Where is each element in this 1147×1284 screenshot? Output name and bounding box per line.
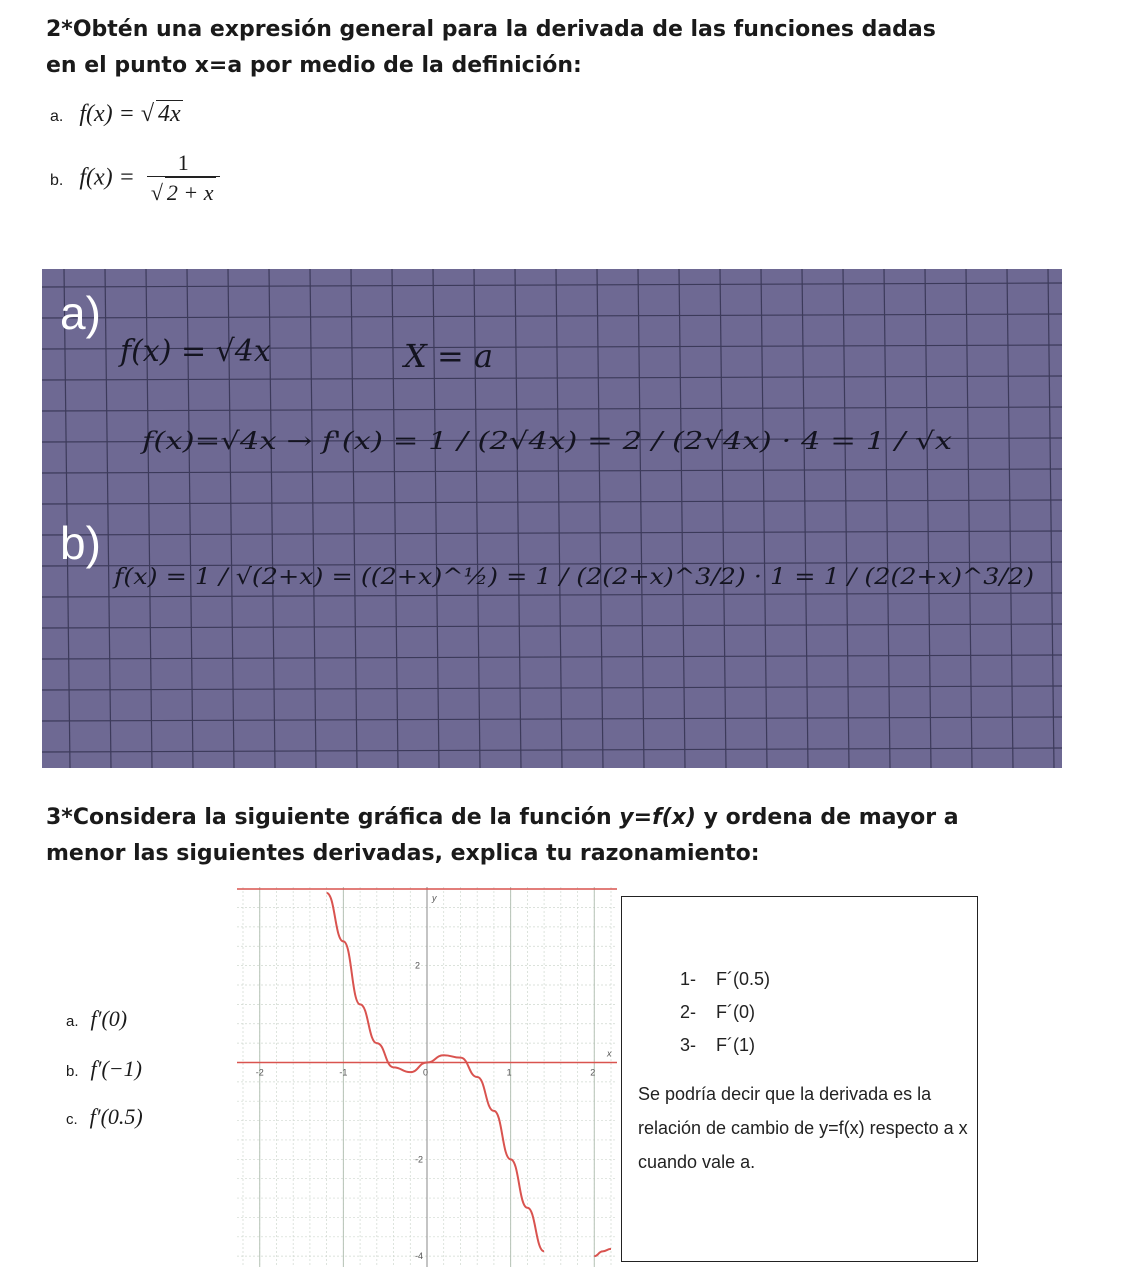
q3-item-b <box>66 1056 142 1082</box>
x-tick-label: -1 <box>339 1067 348 1078</box>
hw-line-2: f(x)=√4x → f'(x) = 1 / (2√4x) = 2 / (2√4x) · 4 = 1 / √x <box>139 427 953 455</box>
x-tick-label: 1 <box>506 1067 512 1078</box>
q2-item-a-radicand: 4x <box>158 101 181 127</box>
question-3-line-1b: y ordena de mayor a <box>695 805 959 830</box>
question-3-title <box>46 800 1106 872</box>
order-number: 3- <box>680 1035 697 1055</box>
question-3-line-2: menor las siguientes derivadas, explica tu razonamiento: <box>46 841 760 866</box>
q3-item-a <box>66 1006 127 1032</box>
q2-item-b <box>50 150 220 208</box>
x-tick-label: 0 <box>423 1067 429 1078</box>
x-tick-label: -2 <box>255 1067 264 1078</box>
q3-item-a-expr: f′(0) <box>90 1006 128 1031</box>
order-number: 2- <box>680 1002 697 1022</box>
order-text: F´(0.5) <box>716 969 770 989</box>
answer-box <box>621 896 978 1262</box>
q2-item-a-label: a. <box>50 108 64 125</box>
y-tick-label: 2 <box>415 960 421 971</box>
hw-line-1: f(x) = √4x <box>120 334 271 369</box>
order-item <box>680 1029 770 1062</box>
order-item <box>680 963 770 996</box>
hw-label-b: b) <box>60 517 101 569</box>
y-axis-label: y <box>432 893 437 903</box>
q2-item-b-lhs: f(x) = <box>79 164 135 191</box>
q3-item-c <box>66 1104 143 1130</box>
q2-item-b-radicand: 2 + x <box>166 180 214 205</box>
q2-item-b-numerator: 1 <box>177 150 189 175</box>
question-2-line-2: en el punto x=a por medio de la definición: <box>46 53 582 78</box>
order-text: F´(0) <box>716 1002 755 1022</box>
answer-reasoning: Se podría decir que la derivada es la relación de cambio de y=f(x) respecto a x cuando vale a. <box>638 1084 968 1172</box>
function-graph <box>237 887 617 1267</box>
sqrt-symbol: √ <box>140 101 155 127</box>
q2-item-b-label: b. <box>50 171 64 189</box>
sqrt-symbol: √ <box>150 180 163 205</box>
q3-item-c-label: c. <box>66 1111 78 1128</box>
q2-item-a <box>50 100 183 128</box>
q2-item-b-fraction <box>147 150 220 208</box>
y-tick-label: -4 <box>415 1251 424 1262</box>
question-3-line-1a: 3*Considera la siguiente gráfica de la función <box>46 805 620 830</box>
x-tick-label: 2 <box>590 1067 596 1078</box>
x-axis-label: x <box>607 1048 612 1059</box>
hw-line-1-right: X = a <box>404 337 494 375</box>
order-text: F´(1) <box>716 1035 755 1055</box>
q3-item-b-label: b. <box>66 1063 79 1080</box>
handwritten-notebook-photo <box>42 269 1062 768</box>
q2-item-a-lhs: f(x) = <box>79 101 135 127</box>
question-2-line-1: 2*Obtén una expresión general para la derivada de las funciones dadas <box>46 17 936 42</box>
hw-label-a: a) <box>60 287 101 339</box>
derivative-order-list <box>680 963 770 1062</box>
y-tick-label: -2 <box>415 1154 424 1165</box>
q3-item-a-label: a. <box>66 1013 79 1030</box>
question-2-title <box>46 12 1106 84</box>
order-item <box>680 996 770 1029</box>
hw-line-3: f(x) = 1 / √(2+x) = ((2+x)^½) = 1 / (2(2+x)^3/2) · 1 = 1 / (2(2+x)^3/2) <box>111 565 1035 590</box>
q3-item-c-expr: f′(0.5) <box>89 1104 143 1129</box>
q3-item-b-expr: f′(−1) <box>90 1056 142 1081</box>
question-3-function: y=f(x) <box>619 805 696 830</box>
order-number: 1- <box>680 969 697 989</box>
